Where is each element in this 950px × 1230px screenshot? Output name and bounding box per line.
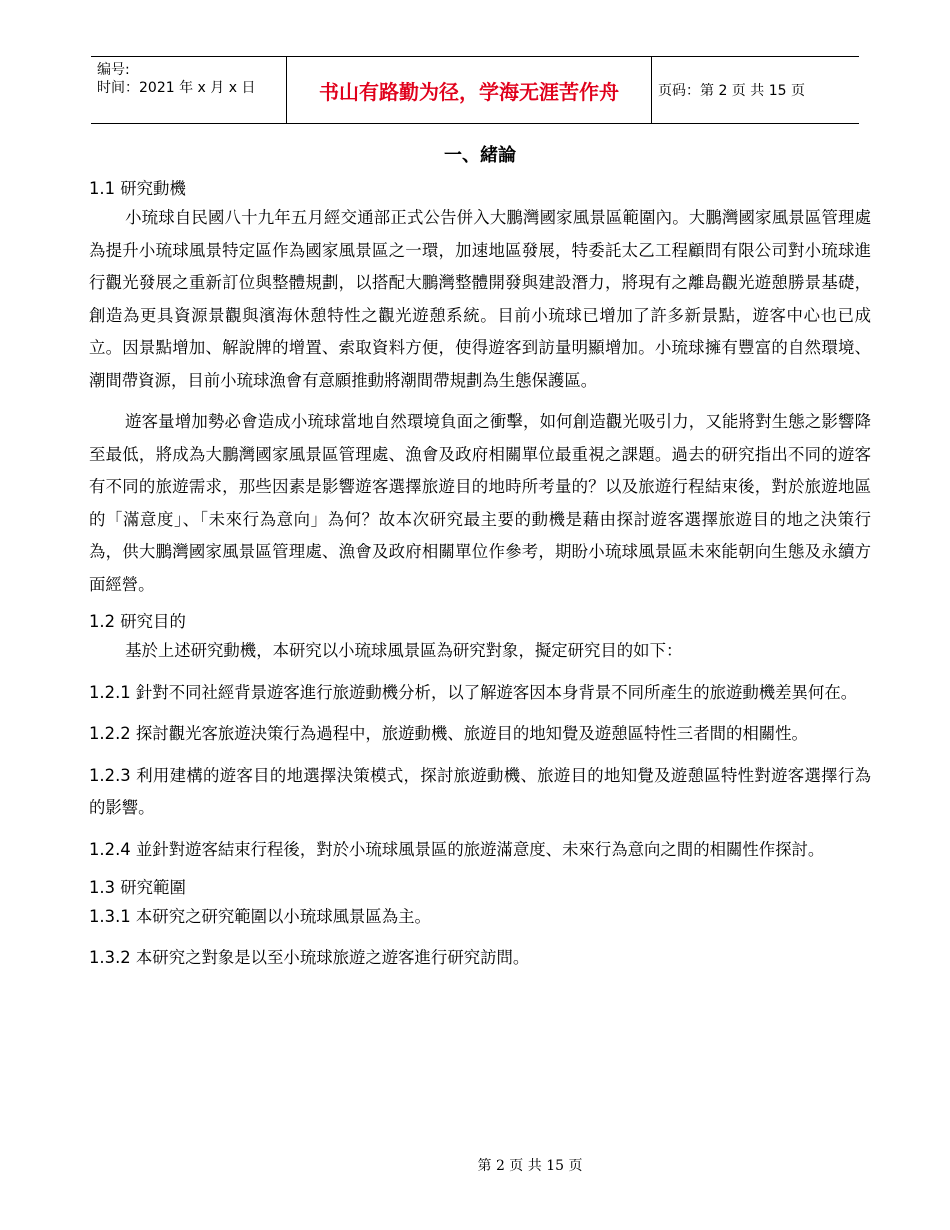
purpose-item: 1.2.2 探討觀光客旅遊決策行為過程中，旅遊動機、旅遊目的地知覺及遊憩區特性三者間的相關性。 <box>89 724 808 743</box>
header-page-info: 页码：第 2 页 共 15 页 <box>658 83 805 99</box>
header-meta <box>91 57 286 123</box>
date-label: 时间：2021 年 x 月 x 日 <box>97 80 256 96</box>
paragraph-motivation-1: 小琉球自民國八十九年五月經交通部正式公告併入大鵬灣國家風景區範圍內。大鵬灣國家風景區管理處為提升小琉球風景特定區作為國家風景區之一環，加速地區發展，特委託太乙工程顧問有限公司對小琉球進行觀光發展之重新訂位與整體規劃，以搭配大鵬灣整體開發與建設潛力，將現有之離島觀光遊憩勝景基礎，創造為更具資源景觀與濱海休憩特性之觀光遊憩系統。目前小琉球已增加了許多新景點，遊客中心也已成立。因景點增加、解說牌的增置、索取資料方便，使得遊客到訪量明顯增加。小琉球擁有豐富的自然環境、潮間帶資源，目前小琉球漁會有意願推動將潮間帶規劃為生態保護區。 <box>89 208 871 390</box>
scope-item: 1.3.2 本研究之對象是以至小琉球旅遊之遊客進行研究訪問。 <box>89 947 530 967</box>
section-heading-1-3: 1.3 研究範圍 <box>89 878 186 897</box>
header-motto: 书山有路勤为径，学海无涯苦作舟 <box>286 57 652 123</box>
page-header <box>91 56 859 124</box>
scope-item: 1.3.1 本研究之研究範圍以小琉球風景區為主。 <box>89 907 431 926</box>
section-heading-1-2: 1.2 研究目的 <box>89 612 186 631</box>
purpose-item: 1.2.1 針對不同社經背景遊客進行旅遊動機分析，以了解遊客因本身背景不同所產生的旅遊動機差異何在。 <box>89 682 858 702</box>
purpose-item: 1.2.4 並針對遊客結束行程後，對於小琉球風景區的旅遊滿意度、未來行為意向之間的相關性作探討。 <box>89 839 825 859</box>
document-body <box>89 140 871 974</box>
paragraph-motivation-2: 遊客量增加勢必會造成小琉球當地自然環境負面之衝擊，如何創造觀光吸引力，又能將對生態之影響降至最低，將成為大鵬灣國家風景區管理處、漁會及政府相關單位最重視之課題。過去的研究指出不同的遊客有不同的旅遊需求，那些因素是影響遊客選擇旅遊目的地時所考量的？以及旅遊行程結束後，對於旅遊地區的「滿意度」、「未來行為意向」為何？故本次研究最主要的動機是藉由探討遊客選擇旅遊目的地之決策行為，供大鵬灣國家風景區管理處、漁會及政府相關單位作參考，期盼小琉球風景區未來能朝向生態及永續方面經營。 <box>89 412 871 594</box>
chapter-title: 一、緒論 <box>444 145 516 166</box>
purpose-item: 1.2.3 利用建構的遊客目的地選擇決策模式，探討旅遊動機、旅遊目的地知覺及遊憩區特性對遊客選擇行為的影響。 <box>89 765 871 817</box>
section-heading-1-1: 1.1 研究動機 <box>89 179 186 198</box>
number-label: 编号: <box>97 62 130 78</box>
page-footer: 第 2 页 共 15 页 <box>477 1158 583 1174</box>
paragraph-purpose-intro: 基於上述研究動機，本研究以小琉球風景區為研究對象，擬定研究目的如下： <box>125 641 683 660</box>
